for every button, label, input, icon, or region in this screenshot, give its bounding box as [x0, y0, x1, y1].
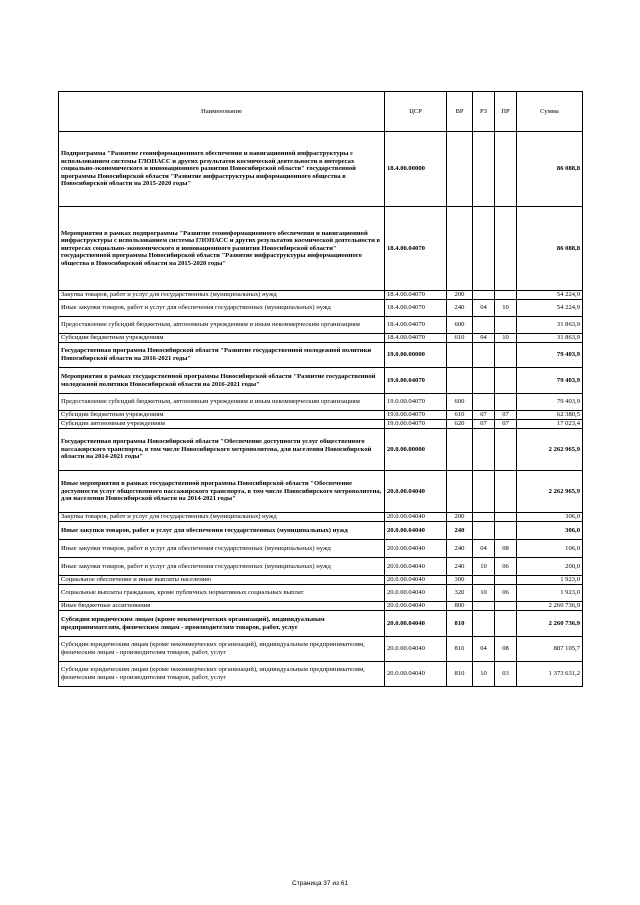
- cell-csr: 18.4.00.04070: [385, 291, 447, 300]
- cell-pr: [495, 132, 517, 207]
- table-row: [59, 602, 583, 611]
- cell-name: Субсидии бюджетным учреждениям: [59, 334, 385, 343]
- table-row: [59, 662, 583, 687]
- cell-name: Мероприятия в рамках государственной программы Новосибирской области "Развитие государственной молодежной политики Новосибирской области на 2016-2021 годы": [59, 368, 385, 394]
- cell-rz: [473, 522, 495, 540]
- cell-vr: 200: [447, 513, 473, 522]
- cell-pr: [495, 471, 517, 513]
- table-row: [59, 207, 583, 291]
- cell-csr: 20.0.00.04040: [385, 540, 447, 558]
- cell-csr: 19.0.00.04070: [385, 411, 447, 420]
- cell-csr: 18.4.00.04070: [385, 334, 447, 343]
- cell-pr: [495, 611, 517, 637]
- table-row: [59, 429, 583, 471]
- cell-pr: [495, 343, 517, 368]
- cell-sum: 86 088,8: [517, 207, 583, 291]
- cell-name: Государственная программа Новосибирской области "Обеспечение доступности услуг общественного пассажирского транспорта, в том числе Новосибирского метрополитена, для населения Новосибирской области на 2014-2021 годы": [59, 429, 385, 471]
- table-row: [59, 317, 583, 334]
- cell-pr: [495, 513, 517, 522]
- cell-csr: 19.0.00.04070: [385, 368, 447, 394]
- cell-sum: 2 262 965,9: [517, 429, 583, 471]
- cell-pr: [495, 207, 517, 291]
- cell-csr: 19.0.00.04070: [385, 420, 447, 429]
- table-row: [59, 471, 583, 513]
- cell-pr: 06: [495, 585, 517, 602]
- table-row: [59, 576, 583, 585]
- table-row: [59, 343, 583, 368]
- cell-name: Государственная программа Новосибирской области "Развитие государственной молодежной политики Новосибирской области на 2016-2021 годы": [59, 343, 385, 368]
- cell-vr: 240: [447, 540, 473, 558]
- cell-vr: [447, 429, 473, 471]
- cell-csr: 19.0.00.00000: [385, 343, 447, 368]
- cell-vr: 240: [447, 558, 473, 576]
- header-csr: ЦСР: [385, 92, 447, 132]
- cell-rz: [473, 132, 495, 207]
- cell-pr: 07: [495, 411, 517, 420]
- cell-sum: 79 403,9: [517, 394, 583, 411]
- cell-vr: [447, 368, 473, 394]
- cell-rz: 04: [473, 334, 495, 343]
- cell-vr: 610: [447, 411, 473, 420]
- header-vr: ВР: [447, 92, 473, 132]
- table-row: [59, 540, 583, 558]
- table-row: [59, 637, 583, 662]
- cell-sum: 1 923,0: [517, 576, 583, 585]
- cell-sum: 79 403,9: [517, 368, 583, 394]
- cell-rz: [473, 368, 495, 394]
- cell-csr: 19.0.00.04070: [385, 394, 447, 411]
- cell-sum: 62 380,5: [517, 411, 583, 420]
- cell-name: Предоставление субсидий бюджетным, автономным учреждениям и иным некоммерческим организациям: [59, 317, 385, 334]
- cell-rz: [473, 576, 495, 585]
- cell-sum: 106,0: [517, 540, 583, 558]
- cell-sum: 86 088,8: [517, 132, 583, 207]
- cell-pr: 06: [495, 558, 517, 576]
- table-body: [59, 132, 583, 687]
- page-footer: Страница 37 из 61: [292, 880, 348, 887]
- table-row: [59, 513, 583, 522]
- cell-rz: 04: [473, 300, 495, 317]
- cell-name: Мероприятия в рамках подпрограммы "Развитие геоинформационного обеспечения и навигационной инфраструктуры с использованием системы ГЛОНАСС и других результатов космической деятельности в интересах социально-экономического и инновационного развития Новосибирской области" государственной программы Новосибирской области "Развитие инфраструктуры информационного общества в Новосибирской области на 2015-2020 годы": [59, 207, 385, 291]
- cell-rz: 04: [473, 637, 495, 662]
- cell-pr: [495, 317, 517, 334]
- cell-name: Субсидии юридическим лицам (кроме некоммерческих организаций), индивидуальным предпринимателям, физическим лицам - производителям товаров, работ, услуг: [59, 611, 385, 637]
- cell-pr: 08: [495, 540, 517, 558]
- cell-pr: 03: [495, 662, 517, 687]
- cell-sum: 306,0: [517, 522, 583, 540]
- cell-rz: [473, 602, 495, 611]
- table-row: [59, 522, 583, 540]
- cell-pr: [495, 291, 517, 300]
- cell-name: Иные мероприятия в рамках государственной программы Новосибирской области "Обеспечение доступности услуг общественного пассажирского транспорта, в том числе Новосибирского метрополитена, для населения Новосибирской области на 2014-2021 годы": [59, 471, 385, 513]
- cell-pr: [495, 394, 517, 411]
- cell-rz: [473, 394, 495, 411]
- header-rz: РЗ: [473, 92, 495, 132]
- cell-name: Иные закупки товаров, работ и услуг для обеспечения государственных (муниципальных) нужд: [59, 540, 385, 558]
- cell-rz: 07: [473, 420, 495, 429]
- cell-name: Подпрограмма "Развитие геоинформационного обеспечения и навигационной инфраструктуры с использованием системы ГЛОНАСС и других результатов космической деятельности в интересах социально-экономического и инновационного развития Новосибирской области" государственной программы Новосибирской области "Развитие инфраструктуры информационного общества в Новосибирской области на 2015-2020 годы": [59, 132, 385, 207]
- cell-csr: 20.0.00.04040: [385, 558, 447, 576]
- table-row: [59, 300, 583, 317]
- cell-rz: [473, 611, 495, 637]
- cell-sum: 79 403,9: [517, 343, 583, 368]
- cell-pr: [495, 602, 517, 611]
- cell-vr: 600: [447, 394, 473, 411]
- table-row: [59, 132, 583, 207]
- cell-sum: 17 023,4: [517, 420, 583, 429]
- cell-sum: 1 373 631,2: [517, 662, 583, 687]
- cell-pr: [495, 368, 517, 394]
- cell-pr: 10: [495, 334, 517, 343]
- cell-sum: 2 260 736,9: [517, 611, 583, 637]
- cell-name: Предоставление субсидий бюджетным, автономным учреждениям и иным некоммерческим организациям: [59, 394, 385, 411]
- cell-vr: [447, 132, 473, 207]
- cell-csr: 20.0.00.04040: [385, 611, 447, 637]
- cell-pr: 08: [495, 637, 517, 662]
- cell-csr: 20.0.00.04040: [385, 576, 447, 585]
- cell-pr: [495, 576, 517, 585]
- cell-sum: 200,0: [517, 558, 583, 576]
- cell-name: Закупка товаров, работ и услуг для государственных (муниципальных) нужд: [59, 513, 385, 522]
- cell-vr: 600: [447, 317, 473, 334]
- cell-vr: 620: [447, 420, 473, 429]
- cell-sum: 2 260 736,9: [517, 602, 583, 611]
- table-row: [59, 368, 583, 394]
- cell-name: Иные закупки товаров, работ и услуг для обеспечения государственных (муниципальных) нужд: [59, 522, 385, 540]
- cell-csr: 18.4.00.04070: [385, 317, 447, 334]
- cell-rz: 07: [473, 411, 495, 420]
- cell-vr: 810: [447, 637, 473, 662]
- cell-pr: 07: [495, 420, 517, 429]
- cell-vr: 610: [447, 334, 473, 343]
- cell-csr: 20.0.00.04040: [385, 513, 447, 522]
- cell-sum: 2 262 965,9: [517, 471, 583, 513]
- header-pr: ПР: [495, 92, 517, 132]
- cell-sum: 54 224,9: [517, 300, 583, 317]
- header-sum: Сумма: [517, 92, 583, 132]
- cell-sum: 31 863,9: [517, 334, 583, 343]
- cell-vr: 240: [447, 300, 473, 317]
- cell-name: Субсидии автономным учреждениям: [59, 420, 385, 429]
- cell-vr: [447, 471, 473, 513]
- cell-rz: [473, 317, 495, 334]
- cell-csr: 20.0.00.04040: [385, 637, 447, 662]
- cell-rz: [473, 513, 495, 522]
- cell-csr: 20.0.00.00000: [385, 429, 447, 471]
- cell-vr: 810: [447, 611, 473, 637]
- cell-sum: 306,0: [517, 513, 583, 522]
- cell-pr: [495, 429, 517, 471]
- cell-name: Социальные выплаты гражданам, кроме публичных нормативных социальных выплат: [59, 585, 385, 602]
- cell-sum: 54 224,9: [517, 291, 583, 300]
- cell-csr: 20.0.00.04040: [385, 522, 447, 540]
- cell-vr: [447, 343, 473, 368]
- cell-name: Иные закупки товаров, работ и услуг для обеспечения государственных (муниципальных) нужд: [59, 558, 385, 576]
- cell-csr: 20.0.00.04040: [385, 602, 447, 611]
- cell-rz: 10: [473, 585, 495, 602]
- cell-rz: 10: [473, 558, 495, 576]
- cell-name: Субсидии юридическим лицам (кроме некоммерческих организаций), индивидуальным предпринимателям, физическим лицам - производителям товаров, работ, услуг: [59, 637, 385, 662]
- cell-sum: 31 863,9: [517, 317, 583, 334]
- cell-rz: [473, 207, 495, 291]
- cell-csr: 18.4.00.00000: [385, 132, 447, 207]
- cell-name: Иные закупки товаров, работ и услуг для обеспечения государственных (муниципальных) нужд: [59, 300, 385, 317]
- cell-rz: [473, 343, 495, 368]
- table-row: [59, 558, 583, 576]
- cell-sum: 1 923,0: [517, 585, 583, 602]
- cell-name: Субсидии бюджетным учреждениям: [59, 411, 385, 420]
- cell-name: Иные бюджетные ассигнования: [59, 602, 385, 611]
- cell-csr: 20.0.00.04040: [385, 662, 447, 687]
- cell-vr: 800: [447, 602, 473, 611]
- table-header-row: [59, 92, 583, 132]
- cell-rz: [473, 471, 495, 513]
- table-row: [59, 611, 583, 637]
- cell-name: Субсидии юридическим лицам (кроме некоммерческих организаций), индивидуальным предпринимателям, физическим лицам - производителям товаров, работ, услуг: [59, 662, 385, 687]
- cell-name: Социальное обеспечение и иные выплаты населению: [59, 576, 385, 585]
- table-row: [59, 334, 583, 343]
- cell-name: Закупка товаров, работ и услуг для государственных (муниципальных) нужд: [59, 291, 385, 300]
- cell-vr: 810: [447, 662, 473, 687]
- table-row: [59, 411, 583, 420]
- table-row: [59, 394, 583, 411]
- cell-vr: 240: [447, 522, 473, 540]
- cell-rz: [473, 429, 495, 471]
- cell-pr: [495, 522, 517, 540]
- cell-rz: [473, 291, 495, 300]
- budget-table: [58, 91, 583, 687]
- cell-vr: 200: [447, 291, 473, 300]
- cell-vr: [447, 207, 473, 291]
- table-row: [59, 585, 583, 602]
- cell-vr: 300: [447, 576, 473, 585]
- cell-sum: 887 105,7: [517, 637, 583, 662]
- cell-rz: 10: [473, 662, 495, 687]
- cell-csr: 20.0.00.04040: [385, 585, 447, 602]
- cell-vr: 320: [447, 585, 473, 602]
- cell-pr: 10: [495, 300, 517, 317]
- cell-csr: 18.4.00.04070: [385, 207, 447, 291]
- header-name: Наименование: [59, 92, 385, 132]
- cell-csr: 20.0.00.04040: [385, 471, 447, 513]
- table-row: [59, 291, 583, 300]
- table-row: [59, 420, 583, 429]
- cell-rz: 04: [473, 540, 495, 558]
- cell-csr: 18.4.00.04070: [385, 300, 447, 317]
